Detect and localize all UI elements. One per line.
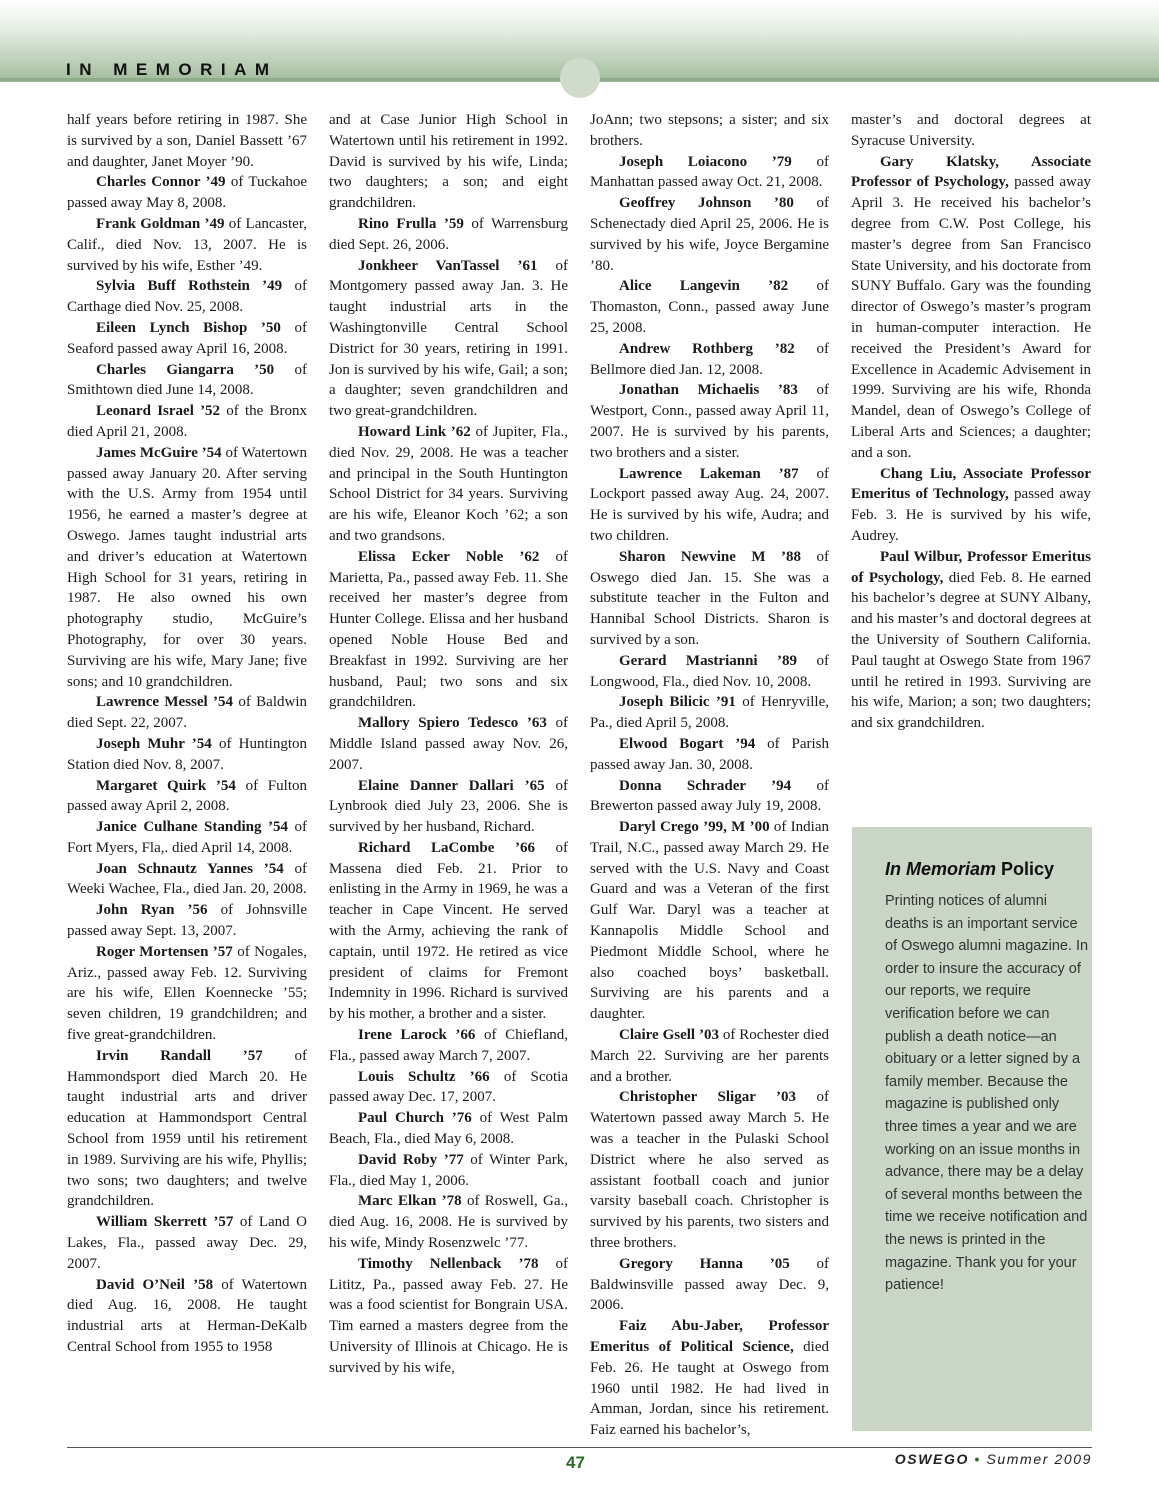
obituary-text: of Carthage died Nov. 25, 2008.: [67, 278, 307, 316]
obituary-entry: [851, 464, 1091, 547]
obituary-name: John Ryan ’56: [96, 902, 208, 919]
obituary-text: of Jupiter, Fla., died Nov. 29, 2008. He was a teacher and principal in the South Huntington School District for 34 years. Surviving are his wife, Eleanor Koch ’62; a son and two grandsons.: [329, 423, 569, 544]
obituary-entry: [329, 1067, 568, 1109]
obituary-text: of Watertown died Aug. 16, 2008. He taught industrial arts at Herman-DeKalb Central School from 1955 to 1958: [67, 1276, 307, 1356]
obituary-text: of Montgomery passed away Jan. 3. He taught industrial arts in the Washingtonville Central School District for 30 years, retiring in 1991. Jon is survived by his wife, Gail; a son; a daughter; seven grandchildren and two great-grandchildren.: [329, 257, 568, 420]
obituary-entry: [590, 651, 829, 693]
obituary-text: of Scotia passed away Dec. 17, 2007.: [329, 1068, 568, 1106]
obituary-text: of Massena died Feb. 21. Prior to enlisting in the Army in 1969, he was a teacher in Cape Vincent. He served with the Army, achieving the rank of captain, until 1972. He retired as vice president of claims for Fremont Indemnity in 1996. Richard is survived by his mother, a brother and a sister.: [329, 839, 569, 1023]
header-circle-ornament: [560, 58, 600, 98]
obituary-name: Eileen Lynch Bishop ’50: [96, 319, 281, 336]
obituary-text: of Tuckahoe passed away May 8, 2008.: [67, 174, 307, 212]
obituary-name: Rino Frulla ’59: [358, 215, 464, 232]
obituary-name: Gary Klatsky, Associate Professor of Psychology,: [851, 153, 1091, 191]
obituary-text: of Fort Myers, Fla,. died April 14, 2008.: [67, 819, 307, 856]
obituary-entry: [329, 838, 568, 1025]
obituary-text: of Thomaston, Conn., passed away June 25, 2008.: [590, 278, 830, 336]
section-title: IN MEMORIAM: [66, 60, 278, 79]
obituary-name: James McGuire ’54: [96, 444, 222, 461]
obituary-entry: [67, 734, 307, 776]
obituary-name: Elissa Ecker Noble ’62: [358, 548, 540, 565]
obituary-text: of Warrensburg died Sept. 26, 2006.: [329, 215, 568, 253]
obituary-entry: [67, 776, 307, 818]
obituary-text: of West Palm Beach, Fla., died May 6, 2008.: [329, 1110, 568, 1148]
obituary-name: Christopher Sligar ’03: [619, 1089, 797, 1106]
obituary-entry: [67, 1212, 307, 1274]
obituary-text: of Lynbrook died July 23, 2006. She is survived by her husband, Richard.: [329, 777, 569, 836]
obituary-text: of Lancaster, Calif., died Nov. 13, 2007. He is survived by his wife, Esther ’49.: [67, 215, 307, 274]
obituary-text: of Baldwin died Sept. 22, 2007.: [67, 694, 307, 732]
obituary-text: of Marietta, Pa., passed away Feb. 11. She received her master’s degree from Hunter College. Elissa and her husband opened Noble House Bed and Breakfast in 1992. Surviving are her husband, Paul; two sons and six grandchildren.: [329, 548, 568, 711]
obituary-text: of Smithtown died June 14, 2008.: [67, 361, 308, 399]
obituary-entry: [67, 276, 307, 318]
policy-title: [885, 859, 1054, 880]
obituary-entry: [329, 256, 568, 422]
obituary-name: Donna Schrader ’94: [619, 777, 792, 794]
policy-text: Printing notices of alumni deaths is an important service of Oswego alumni magazine. In order to insure the accuracy of our reports, we require verification before we can publish a death notice—an obituary or a letter signed by a family member. Because the magazine is published only three times a year and we are working on an issue months in advance, there may be a delay of several months between the time we receive notification and the news is printed in the magazine. Thank you for your patience!: [885, 893, 1089, 1294]
obituary-name: Joseph Bilicic ’91: [619, 694, 736, 711]
obituary-text: half years before retiring in 1987. She is survived by a son, Daniel Bassett ’67 and daughter, Janet Moyer ’90.: [67, 112, 307, 170]
obituary-name: Marc Elkan ’78: [358, 1193, 462, 1210]
obituary-entry: [67, 401, 307, 443]
obituary-text: of Winter Park, Fla., died May 1, 2006.: [329, 1151, 568, 1189]
obituary-text: died Feb. 8. He earned his bachelor’s degree at SUNY Albany, and his master’s and doctoral degrees at the University of Southern California. Paul taught at Oswego State from 1967 until he retired in 1993. Surviving are his wife, Marion; a son; two daughters; and six grandchildren.: [851, 569, 1091, 732]
obituary-entry: [67, 1046, 307, 1212]
obituary-text: passed away Feb. 3. He is survived by his wife, Audrey.: [851, 486, 1091, 544]
obituary-entry: [67, 817, 307, 859]
obituary-name: Mallory Spiero Tedesco ’63: [358, 715, 547, 732]
obituary-text: of Middle Island passed away Nov. 26, 2007.: [329, 715, 568, 773]
obituary-name: Chang Liu, Associate Professor Emeritus of Technology,: [851, 465, 1091, 503]
obituary-column-2: [329, 110, 568, 1379]
obituary-name: David Roby ’77: [358, 1151, 464, 1168]
obituary-entry: [851, 110, 1091, 152]
obituary-entry: [590, 734, 829, 776]
obituary-entry: [67, 443, 307, 693]
obituary-text: of Roswell, Ga., died Aug. 16, 2008. He is survived by his wife, Mindy Rosenzwelc ’77.: [329, 1193, 568, 1252]
obituary-name: Paul Wilbur, Professor Emeritus of Psychology,: [851, 548, 1091, 586]
obituary-name: Lawrence Messel ’54: [96, 694, 234, 711]
obituary-text: of Bellmore died Jan. 12, 2008.: [590, 340, 830, 378]
obituary-name: Leonard Israel ’52: [96, 403, 221, 420]
obituary-name: Charles Giangarra ’50: [96, 361, 275, 378]
obituary-entry: [67, 360, 307, 402]
obituary-entry: [67, 214, 307, 276]
obituary-entry: [590, 464, 829, 547]
obituary-text: of Parish passed away Jan. 30, 2008.: [590, 735, 829, 773]
obituary-text: of Johnsville passed away Sept. 13, 2007.: [67, 902, 307, 940]
obituary-entry: [67, 110, 307, 172]
obituary-name: Charles Connor ’49: [96, 174, 226, 191]
obituary-text: of Lockport passed away Aug. 24, 2007. He is survived by his wife, Audra; and two children.: [590, 465, 829, 544]
obituary-entry: [329, 1254, 568, 1379]
obituary-text: of Hammondsport died March 20. He taught industrial arts and driver education at Hammondsport Central School from 1959 until his retirement in 1989. Surviving are his wife, Phyllis; two sons; two daughters; and twelve grandchildren.: [67, 1047, 307, 1210]
footer-bullet: •: [974, 1451, 981, 1467]
obituary-name: Sharon Newvine M ’88: [619, 548, 802, 565]
page-number: 47: [566, 1453, 585, 1472]
obituary-text: master’s and doctoral degrees at Syracuse University.: [851, 112, 1091, 149]
obituary-entry: [590, 1025, 829, 1087]
obituary-text: of Rochester died March 22. Surviving are her parents and a brother.: [590, 1027, 829, 1085]
obituary-entry: [329, 214, 568, 256]
obituary-text: of Manhattan passed away Oct. 21, 2008.: [590, 153, 829, 191]
obituary-text: of Westport, Conn., passed away April 11, 2007. He is survived by his parents, two brothers and a sister.: [590, 382, 829, 461]
obituary-text: of Baldwinsville passed away Dec. 9, 2006.: [590, 1255, 830, 1314]
obituary-name: Janice Culhane Standing ’54: [96, 819, 289, 836]
obituary-name: Alice Langevin ’82: [619, 278, 789, 295]
obituary-name: David O’Neil ’58: [96, 1276, 214, 1293]
obituary-name: Frank Goldman ’49: [96, 215, 225, 232]
obituary-name: Louis Schultz ’66: [358, 1068, 490, 1085]
obituary-name: Margaret Quirk ’54: [96, 777, 236, 794]
obituary-entry: [329, 1191, 568, 1253]
obituary-name: Paul Church ’76: [358, 1110, 472, 1127]
obituary-entry: [67, 1275, 307, 1358]
obituary-name: Gerard Mastrianni ’89: [619, 652, 798, 669]
obituary-name: Geoffrey Johnson ’80: [619, 195, 794, 212]
obituary-entry: [590, 776, 829, 818]
obituary-name: Gregory Hanna ’05: [619, 1255, 790, 1272]
footer-rule: [67, 1447, 1092, 1448]
obituary-text: of Lititz, Pa., passed away Feb. 27. He was a food scientist for Bongrain USA. Tim earned a masters degree from the University of Illinois at Chicago. He is survived by his wife,: [329, 1255, 568, 1376]
obituary-entry: [851, 152, 1091, 464]
obituary-entry: [590, 1254, 829, 1316]
footer-magazine-issue: [895, 1451, 1092, 1467]
obituary-entry: [329, 422, 568, 547]
policy-title-rest: Policy: [996, 859, 1055, 879]
obituary-text: of Seaford passed away April 16, 2008.: [67, 319, 307, 357]
obituary-text: of Schenectady died April 25, 2006. He is survived by his wife, Joyce Bergamine ’80.: [590, 195, 829, 274]
obituary-text: of Watertown passed away March 5. He was a teacher in the Pulaski School District where he also served as assistant football coach and junior varsity baseball coach. Christopher is survived by his parents, two sisters and three brothers.: [590, 1089, 830, 1252]
obituary-entry: [590, 152, 829, 194]
policy-title-emphasis: In Memoriam: [885, 859, 997, 879]
obituary-name: Daryl Crego ’99, M ’00: [619, 819, 770, 836]
obituary-name: Irene Larock ’66: [358, 1027, 476, 1044]
magazine-name: OSWEGO: [894, 1451, 969, 1467]
obituary-entry: [590, 547, 829, 651]
obituary-entry: [329, 547, 568, 713]
obituary-text: of the Bronx died April 21, 2008.: [67, 403, 307, 440]
obituary-name: Claire Gsell ’03: [619, 1027, 719, 1044]
obituary-text: of Longwood, Fla., died Nov. 10, 2008.: [590, 652, 829, 690]
obituary-entry: [590, 817, 829, 1025]
obituary-column-4: [851, 110, 1091, 734]
obituary-name: Lawrence Lakeman ’87: [619, 465, 799, 482]
obituary-text: of Nogales, Ariz., passed away Feb. 12. Surviving are his wife, Ellen Koennecke ’55; seven children, 19 grandchildren; and five great-grandchildren.: [67, 943, 307, 1044]
obituary-entry: [67, 859, 307, 901]
obituary-name: Richard LaCombe ’66: [358, 839, 535, 856]
obituary-name: Joan Schnautz Yannes ’54: [96, 860, 284, 877]
obituary-text: died Feb. 26. He taught at Oswego from 1960 until 1982. He had lived in Amman, Jordan, since his retirement. Faiz earned his bachelor’s,: [590, 1339, 829, 1439]
obituary-name: Elaine Danner Dallari ’65: [358, 777, 545, 794]
obituary-name: Joseph Loiacono ’79: [619, 153, 792, 170]
obituary-entry: [329, 110, 568, 214]
obituary-column-1: [67, 110, 307, 1358]
obituary-entry: [329, 1150, 568, 1192]
obituary-name: Sylvia Buff Rothstein ’49: [96, 278, 283, 295]
obituary-entry: [329, 713, 568, 775]
obituary-column-3: [590, 110, 829, 1441]
obituary-text: of Henryville, Pa., died April 5, 2008.: [590, 694, 829, 732]
obituary-entry: [590, 1087, 829, 1253]
obituary-entry: [329, 1108, 568, 1150]
obituary-text: of Land O Lakes, Fla., passed away Dec. 29, 2007.: [67, 1214, 307, 1272]
obituary-entry: [590, 193, 829, 276]
obituary-entry: [590, 380, 829, 463]
obituary-text: of Indian Trail, N.C., passed away March 29. He served with the U.S. Navy and Coast Guard and was a Veteran of the first Gulf War. Daryl was a teacher at Kannapolis Middle School and Piedmont Middle School, where he also coached boys’ basketball. Surviving are his parents and a daughter.: [590, 819, 829, 1023]
obituary-entry: [590, 110, 829, 152]
obituary-text: of Fulton passed away April 2, 2008.: [67, 777, 307, 815]
obituary-name: Jonathan Michaelis ’83: [619, 382, 798, 399]
obituary-name: Andrew Rothberg ’82: [619, 340, 795, 357]
obituary-text: passed away April 3. He received his bachelor’s degree from C.W. Post College, his master’s degree from San Francisco State University, and his doctorate from SUNY Buffalo. Gary was the founding director of Oswego’s master’s program in human-computer interaction. He received the President’s Award for Excellence in Academic Advisement in 1999. Surviving are his wife, Rhonda Mandel, dean of Oswego’s College of Liberal Arts and Sciences; a daughter; and a son.: [851, 174, 1091, 461]
obituary-text: of Huntington Station died Nov. 8, 2007.: [67, 735, 307, 773]
issue-date: Summer 2009: [986, 1451, 1092, 1467]
obituary-entry: [329, 1025, 568, 1067]
obituary-entry: [590, 692, 829, 734]
obituary-name: William Skerrett ’57: [96, 1214, 234, 1231]
obituary-name: Joseph Muhr ’54: [96, 735, 212, 752]
obituary-entry: [67, 692, 307, 734]
obituary-text: and at Case Junior High School in Watertown until his retirement in 1992. David is survived by his wife, Linda; two daughters; a son; and eight grandchildren.: [329, 112, 568, 212]
obituary-name: Jonkheer VanTassel ’61: [358, 257, 538, 274]
obituary-name: Roger Mortensen ’57: [96, 943, 233, 960]
obituary-text: of Oswego died Jan. 15. She was a substitute teacher in the Fulton and Hannibal School Districts. Sharon is survived by a son.: [590, 548, 829, 648]
obituary-entry: [67, 942, 307, 1046]
obituary-name: Irvin Randall ’57: [96, 1047, 263, 1064]
obituary-text: of Brewerton passed away July 19, 2008.: [590, 777, 830, 815]
obituary-entry: [329, 776, 568, 838]
obituary-entry: [590, 339, 829, 381]
obituary-name: Timothy Nellenback ’78: [358, 1255, 539, 1272]
obituary-name: Howard Link ’62: [358, 423, 471, 440]
obituary-text: of Weeki Wachee, Fla., died Jan. 20, 2008.: [67, 860, 307, 898]
obituary-entry: [590, 276, 829, 338]
obituary-entry: [590, 1316, 829, 1441]
obituary-text: of Chiefland, Fla., passed away March 7, 2007.: [329, 1027, 568, 1064]
obituary-entry: [67, 172, 307, 214]
obituary-name: Faiz Abu-Jaber, Professor Emeritus of Political Science,: [590, 1318, 829, 1356]
obituary-text: of Watertown passed away January 20. After serving with the U.S. Army from 1954 until 1956, he earned a master’s degree at Oswego. James taught industrial arts and driver’s education at Watertown High School for 31 years, retiring in 1987. He also owned his own photography studio, McGuire’s Photography, for over 30 years. Surviving are his wife, Mary Jane; five sons; and 10 grandchildren.: [67, 444, 307, 690]
obituary-text: JoAnn; two stepsons; a sister; and six brothers.: [590, 112, 829, 149]
obituary-name: Elwood Bogart ’94: [619, 735, 756, 752]
obituary-entry: [851, 547, 1091, 734]
obituary-entry: [67, 318, 307, 360]
obituary-entry: [67, 900, 307, 942]
